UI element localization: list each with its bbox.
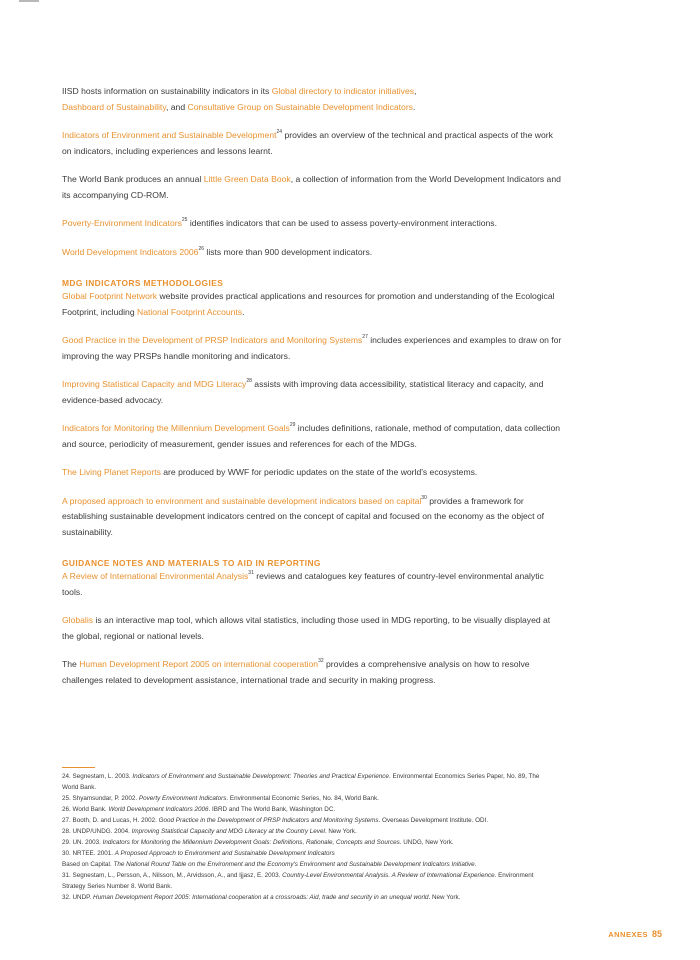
corner-mark — [19, 0, 39, 2]
page-footer — [608, 929, 662, 939]
footnote-27: 27. Booth, D. and Lucas, H. 2002. Good Practice in the Development of PRSP Indicators and Monitoring Systems. Overseas Development Institute. ODI. — [62, 817, 489, 824]
footnote-ref: 29 — [289, 422, 296, 429]
footnote-29: 29. UN. 2003. Indicators for Monitoring the Millennium Development Goals: Definitions, Rationale, Concepts and Sources. UNDG, New York. — [62, 839, 454, 846]
footnote-30: 30. NRTEE. 2001. A Proposed Approach to Environment and Sustainable Development Indicators — [62, 850, 335, 857]
link-globalis[interactable]: Globalis — [62, 615, 94, 625]
footnote-28: 28. UNDP/UNDG. 2004. Improving Statistical Capacity and MDG Literacy at the Country Level. New York. — [62, 828, 357, 835]
paragraph-review-environmental: A Review of International Environmental Analysis$^{31}$ reviews and catalogues key features of country-level environmental analytic tools. — [62, 570, 544, 597]
paragraph-wdi: World Development Indicators 2006$^{26}$ lists more than 900 development indicators. — [62, 245, 373, 257]
paragraph-good-practice: Good Practice in the Development of PRSP Indicators and Monitoring Systems$^{27}$ includes experiences and examples to draw on for improving the way PRSPs handle monitoring and indicators. — [62, 334, 562, 361]
paragraph-indicators-environment: Indicators of Environment and Sustainable Development$^{24}$ provides an overview of the technical and practical aspects of the work on indicators, including experiences and lessons learnt. — [62, 129, 553, 156]
link-dashboard-of-sustainability[interactable]: Dashboard of Sustainability — [62, 101, 166, 112]
paragraph-monitoring-mdgs: Indicators for Monitoring the Millennium Development Goals$^{29}$ includes definitions, rationale, method of computation, data collection and source, periodicity of measurement, gender issues and references for each of the MDGs. — [62, 422, 561, 449]
footnote-ref: 27 — [362, 334, 368, 341]
footnote-24: 24. Segnestam, L. 2003. Indicators of Environment and Sustainable Development: Theories and Practical Experience. Environmental Economics Series Paper, No. 89, The World Bank. — [62, 773, 540, 791]
heading-mdg-methodologies: MDG INDICATORS METHODOLOGIES — [62, 278, 224, 288]
footnotes — [62, 771, 552, 903]
paragraph-poverty-environment: Poverty-Environment Indicators$^{25}$ identifies indicators that can be used to assess poverty-environment interactions. — [62, 217, 497, 228]
link-improving-statistical-capacity[interactable]: Improving Statistical Capacity and MDG Literacy — [62, 379, 247, 389]
link-living-planet-reports[interactable]: The Living Planet Reports — [62, 467, 161, 477]
link-global-footprint-network[interactable]: Global Footprint Network — [62, 291, 158, 301]
link-good-practice-prsp[interactable]: Good Practice in the Development of PRSP Indicators and Monitoring Systems — [62, 335, 363, 345]
paragraph-world-bank: The World Bank produces an annual Little Green Data Book, a collection of information from the World Development Indicators and its accompanying CD-ROM. — [62, 174, 561, 200]
footnote-divider — [62, 767, 95, 768]
link-human-development-report[interactable]: Human Development Report 2005 on international cooperation — [79, 659, 319, 669]
footnote-ref: 31 — [248, 570, 254, 577]
paragraph-statistical-capacity: Improving Statistical Capacity and MDG Literacy$^{28}$ assists with improving data accessibility, statistical literacy and capacity, and evidence-based advocacy. — [62, 378, 544, 405]
footnote-ref: 30 — [421, 494, 427, 501]
link-world-development-indicators[interactable]: World Development Indicators 2006 — [62, 246, 199, 257]
footnote-26: 26. World Bank. World Development Indicators 2006. IBRD and The World Bank, Washington DC. — [62, 806, 336, 813]
paragraph-human-development-report: The Human Development Report 2005 on international cooperation$^{32}$ provides a comprehensive analysis on how to resolve challenges related to development assistance, international trade and security in making progress. — [62, 658, 530, 685]
link-proposed-approach-capital[interactable]: A proposed approach to environment and sustainable development indicators based on capital — [62, 495, 422, 506]
footnote-ref: 25 — [181, 217, 188, 224]
footnote-32: 32. UNDP. Human Development Report 2005: International cooperation at a crossroads: Aid, trade and security in an unequal world. New York. — [62, 894, 461, 901]
footnote-ref: 32 — [318, 658, 324, 665]
link-consultative-group[interactable]: Consultative Group on Sustainable Development Indicators — [187, 101, 413, 112]
footnote-ref: 26 — [198, 245, 205, 252]
paragraph-iisd: IISD hosts information on sustainability indicators in its Global directory to indicator initiatives, Dashboard of Sustainability, and Consultative Group on Sustainable Development Indicators. — [62, 86, 417, 112]
paragraph-global-footprint: Global Footprint Network website provides practical applications and resources for promotion and understanding of the Ecological Footprint, including National Footprint Accounts. — [62, 291, 555, 317]
paragraph-globalis: Globalis is an interactive map tool, which allows vital statistics, including those used in MDG reporting, to be visually displayed at the global, regional or national levels. — [62, 615, 551, 641]
link-indicators-environment[interactable]: Indicators of Environment and Sustainable Development — [62, 130, 277, 140]
footnote-25: 25. Shyamsundar, P. 2002. Poverty Environment Indicators. Environmental Economic Series, No. 84, World Bank. — [62, 795, 379, 802]
link-global-directory[interactable]: Global directory to indicator initiatives — [271, 86, 415, 96]
footnote-ref: 28 — [246, 378, 252, 385]
main-content — [62, 84, 562, 701]
link-indicators-monitoring-mdgs[interactable]: Indicators for Monitoring the Millennium Development Goals — [62, 423, 290, 433]
heading-guidance-notes: GUIDANCE NOTES AND MATERIALS TO AID IN REPORTING — [62, 558, 321, 568]
link-poverty-environment-indicators[interactable]: Poverty-Environment Indicators — [62, 218, 182, 228]
footnote-31: 31. Segnestam, L., Persson, A., Nilsson, M., Arvidsson, A., and Ijjasz, E. 2003. Country-Level Environmental Analysis. A Review of International Experience. Environment Strategy Series Number 8. World Bank. — [62, 872, 534, 890]
footnote-ref: 24 — [276, 129, 283, 136]
link-national-footprint-accounts[interactable]: National Footprint Accounts — [137, 306, 243, 317]
footnote-30-continued: Based on Capital. The National Round Table on the Environment and the Economy's Environment and Sustainable Development Indicators Initiative. — [62, 861, 477, 868]
link-little-green-data-book[interactable]: Little Green Data Book — [203, 174, 291, 184]
paragraph-living-planet: The Living Planet Reports are produced by WWF for periodic updates on the state of the world's ecosystems. — [62, 467, 478, 477]
paragraph-proposed-approach: A proposed approach to environment and sustainable development indicators based on capital$^{30}$ provides a framework for establishing sustainable development indicators centred on the concept of capital and focused on the economy as the object of sustainability. — [62, 494, 545, 537]
page-number: 85 — [651, 929, 662, 939]
section-label: ANNEXES — [608, 930, 648, 939]
link-review-environmental-analysis[interactable]: A Review of International Environmental Analysis — [62, 571, 249, 581]
